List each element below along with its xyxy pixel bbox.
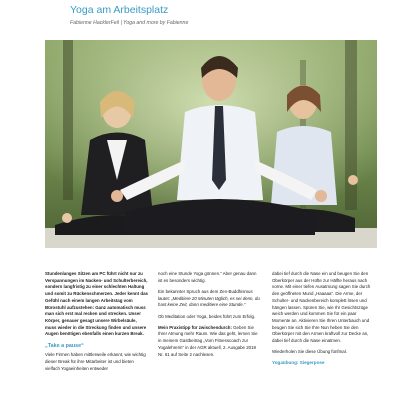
section-heading-siegerpose: Yogaübung: Siegerpose [272, 360, 325, 366]
lead-paragraph: Stundenlanges Sitzen am PC führt nicht nur zu Verspannungen im Nacken- und Schulterbereich, sondern langfristig zu einer schlechten Haltung und somit zu Rückenschmerzen. Jeder kennt das Gefühl nach einem langen Arbeitstag vom Bürostuhl aufzustehen: Ganz automatisch muss man sich erst mal recken und strecken. Unser Körper, genauer gesagt unsere Wirbelsäule, muss wieder in die Streckung finden und unsere Augen benötigen ebenfalls einen kurzen Break. [45, 271, 148, 337]
zen-quote: „Meditiere 20 Minuten täglich, es sei denn, du hast keine Zeit, dann meditiere eine Stunde.“ [158, 295, 260, 308]
article-byline: Fabienne HacklerFeil | Yoga and more by Fabienne [70, 20, 189, 26]
body-paragraph: Viele Firmen haben mittlerweile erkannt, wie wichtig dieser Break für ihre Mitarbeiter ist und bieten vielfach Yogaeinheiten entweder [45, 352, 146, 371]
body-paragraph: dabei tief durch die Nase ein und beugen Sie den Oberkörper aus der Hüfte zur Hälfte heraus nach vorne. Mit einer tiefen Ausatmung sagen Sie durch den geöffneten Mund „Haaaaa“. Die Arme, der Schulter- und Nackenbereich komplett lösen und hängen lassen. Spüren Sie, wie Ihr Gesichtszüge weich werden und kommen Sie für ein paar Momente an. Aktivieren Sie Ihren Unterbauch und beugen Sie sich Sie Ihre Nun heben Sie den Oberkörper mit den Armen kraftvoll zur Decke an, dabei tief durch die Nase einatmen. [272, 271, 371, 344]
column-3 [272, 271, 375, 368]
photo-yoga-office-illustration [45, 40, 377, 248]
article-title: Yoga am Arbeitsplatz [70, 4, 169, 16]
tip-text: Geben Sie Ihrer Atmung mehr Raum. Wie das geht, lernen Sie in meinem Gastbeitrag „Vom Fitnesscoach zur Yogalehrerin“ in der AGR aktuell, 2. Ausgabe 2019 Nr. 61 auf Seite 2 nachlesen. [158, 324, 258, 357]
body-paragraph: Wiederholen Sie diese Übung fünfmal. [272, 349, 347, 355]
body-paragraph: noch eine Stunde Yoga gönnen.“ Aber genau dann ist es besonders wichtig. [158, 271, 257, 283]
tip-paragraph [158, 325, 261, 359]
quote-intro: Ein bekannter Spruch aus dem Zen-Buddhismus lautet: [158, 288, 253, 301]
column-2 [158, 271, 261, 363]
body-paragraph: Ob Meditation oder Yoga, beides führt zum Erfolg. [158, 313, 256, 319]
article-photo [45, 40, 377, 248]
tip-label: Mein Praxistipp für zwischendurch: [158, 324, 232, 330]
section-heading-take-a-pause: „Take a pause“ [45, 342, 84, 349]
quote-paragraph [158, 289, 261, 309]
column-1 [45, 271, 148, 377]
article-body [45, 271, 380, 400]
